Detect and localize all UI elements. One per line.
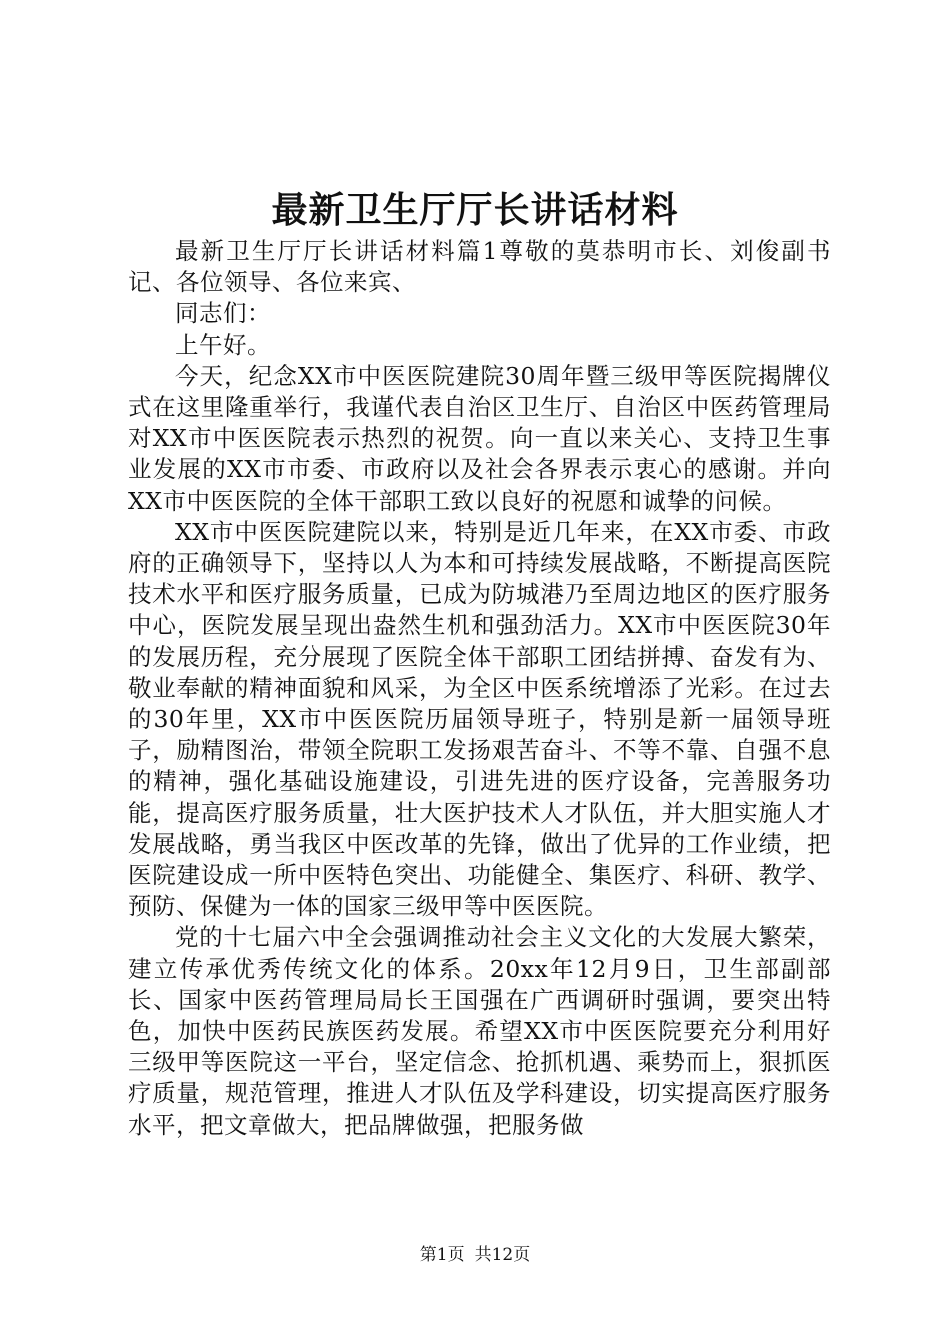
paragraph: XX市中医医院建院以来，特别是近几年来，在XX市委、市政府的正确领导下，坚持以人为本和可持续发展战略，不断提高医院技术水平和医疗服务质量，已成为防城港乃至周边地区的医疗服务中心，医院发展呈现出盎然生机和强劲活力。XX市中医医院30年的发展历程，充分展现了医院全体干部职工团结拼搏、奋发有为、敬业奉献的精神面貌和风采，为全区中医系统增添了光彩。在过去的30年里，XX市中医医院历届领导班子，特别是新一届领导班子，励精图治，带领全院职工发扬艰苦奋斗、不等不靠、自强不息的精神，强化基础设施建设，引进先进的医疗设备，完善服务功能，提高医疗服务质量，壮大医护技术人才队伍，并大胆实施人才发展战略，勇当我区中医改革的先锋，做出了优异的工作业绩，把医院建设成一所中医特色突出、功能健全、集医疗、科研、教学、预防、保健为一体的国家三级甲等中医医院。 — [128, 517, 831, 921]
paragraph: 党的十七届六中全会强调推动社会主义文化的大发展大繁荣，建立传承优秀传统文化的体系。20xx年12月9日，卫生部副部长、国家中医药管理局局长王国强在广西调研时强调，要突出特色，加快中医药民族医药发展。希望XX市中医医院要充分利用好三级甲等医院这一平台，坚定信念、抢抓机遇、乘势而上，狠抓医疗质量，规范管理，推进人才队伍及学科建设，切实提高医疗服务水平，把文章做大，把品牌做强，把服务做 — [128, 923, 831, 1139]
document-title: 最新卫生厅厅长讲话材料 — [271, 189, 679, 231]
paragraph: 同志们： — [175, 299, 271, 328]
document-body — [128, 236, 831, 1141]
paragraph: 上午好。 — [175, 330, 271, 359]
page-footer — [0, 1243, 950, 1267]
paragraph: 今天，纪念XX市中医医院建院30周年暨三级甲等医院揭牌仪式在这里隆重举行，我谨代表自治区卫生厅、自治区中医药管理局对XX市中医医院表示热烈的祝贺。向一直以来关心、支持卫生事业发展的XX市市委、市政府以及社会各界表示衷心的感谢。并向XX市中医医院的全体干部职工致以良好的祝愿和诚挚的问候。 — [128, 361, 831, 515]
paragraph: 最新卫生厅厅长讲话材料篇1尊敬的莫恭明市长、刘俊副书记、各位领导、各位来宾、 — [128, 237, 831, 297]
page-total: 共12页 — [474, 1245, 531, 1265]
page-number: 第1页 — [419, 1245, 465, 1265]
